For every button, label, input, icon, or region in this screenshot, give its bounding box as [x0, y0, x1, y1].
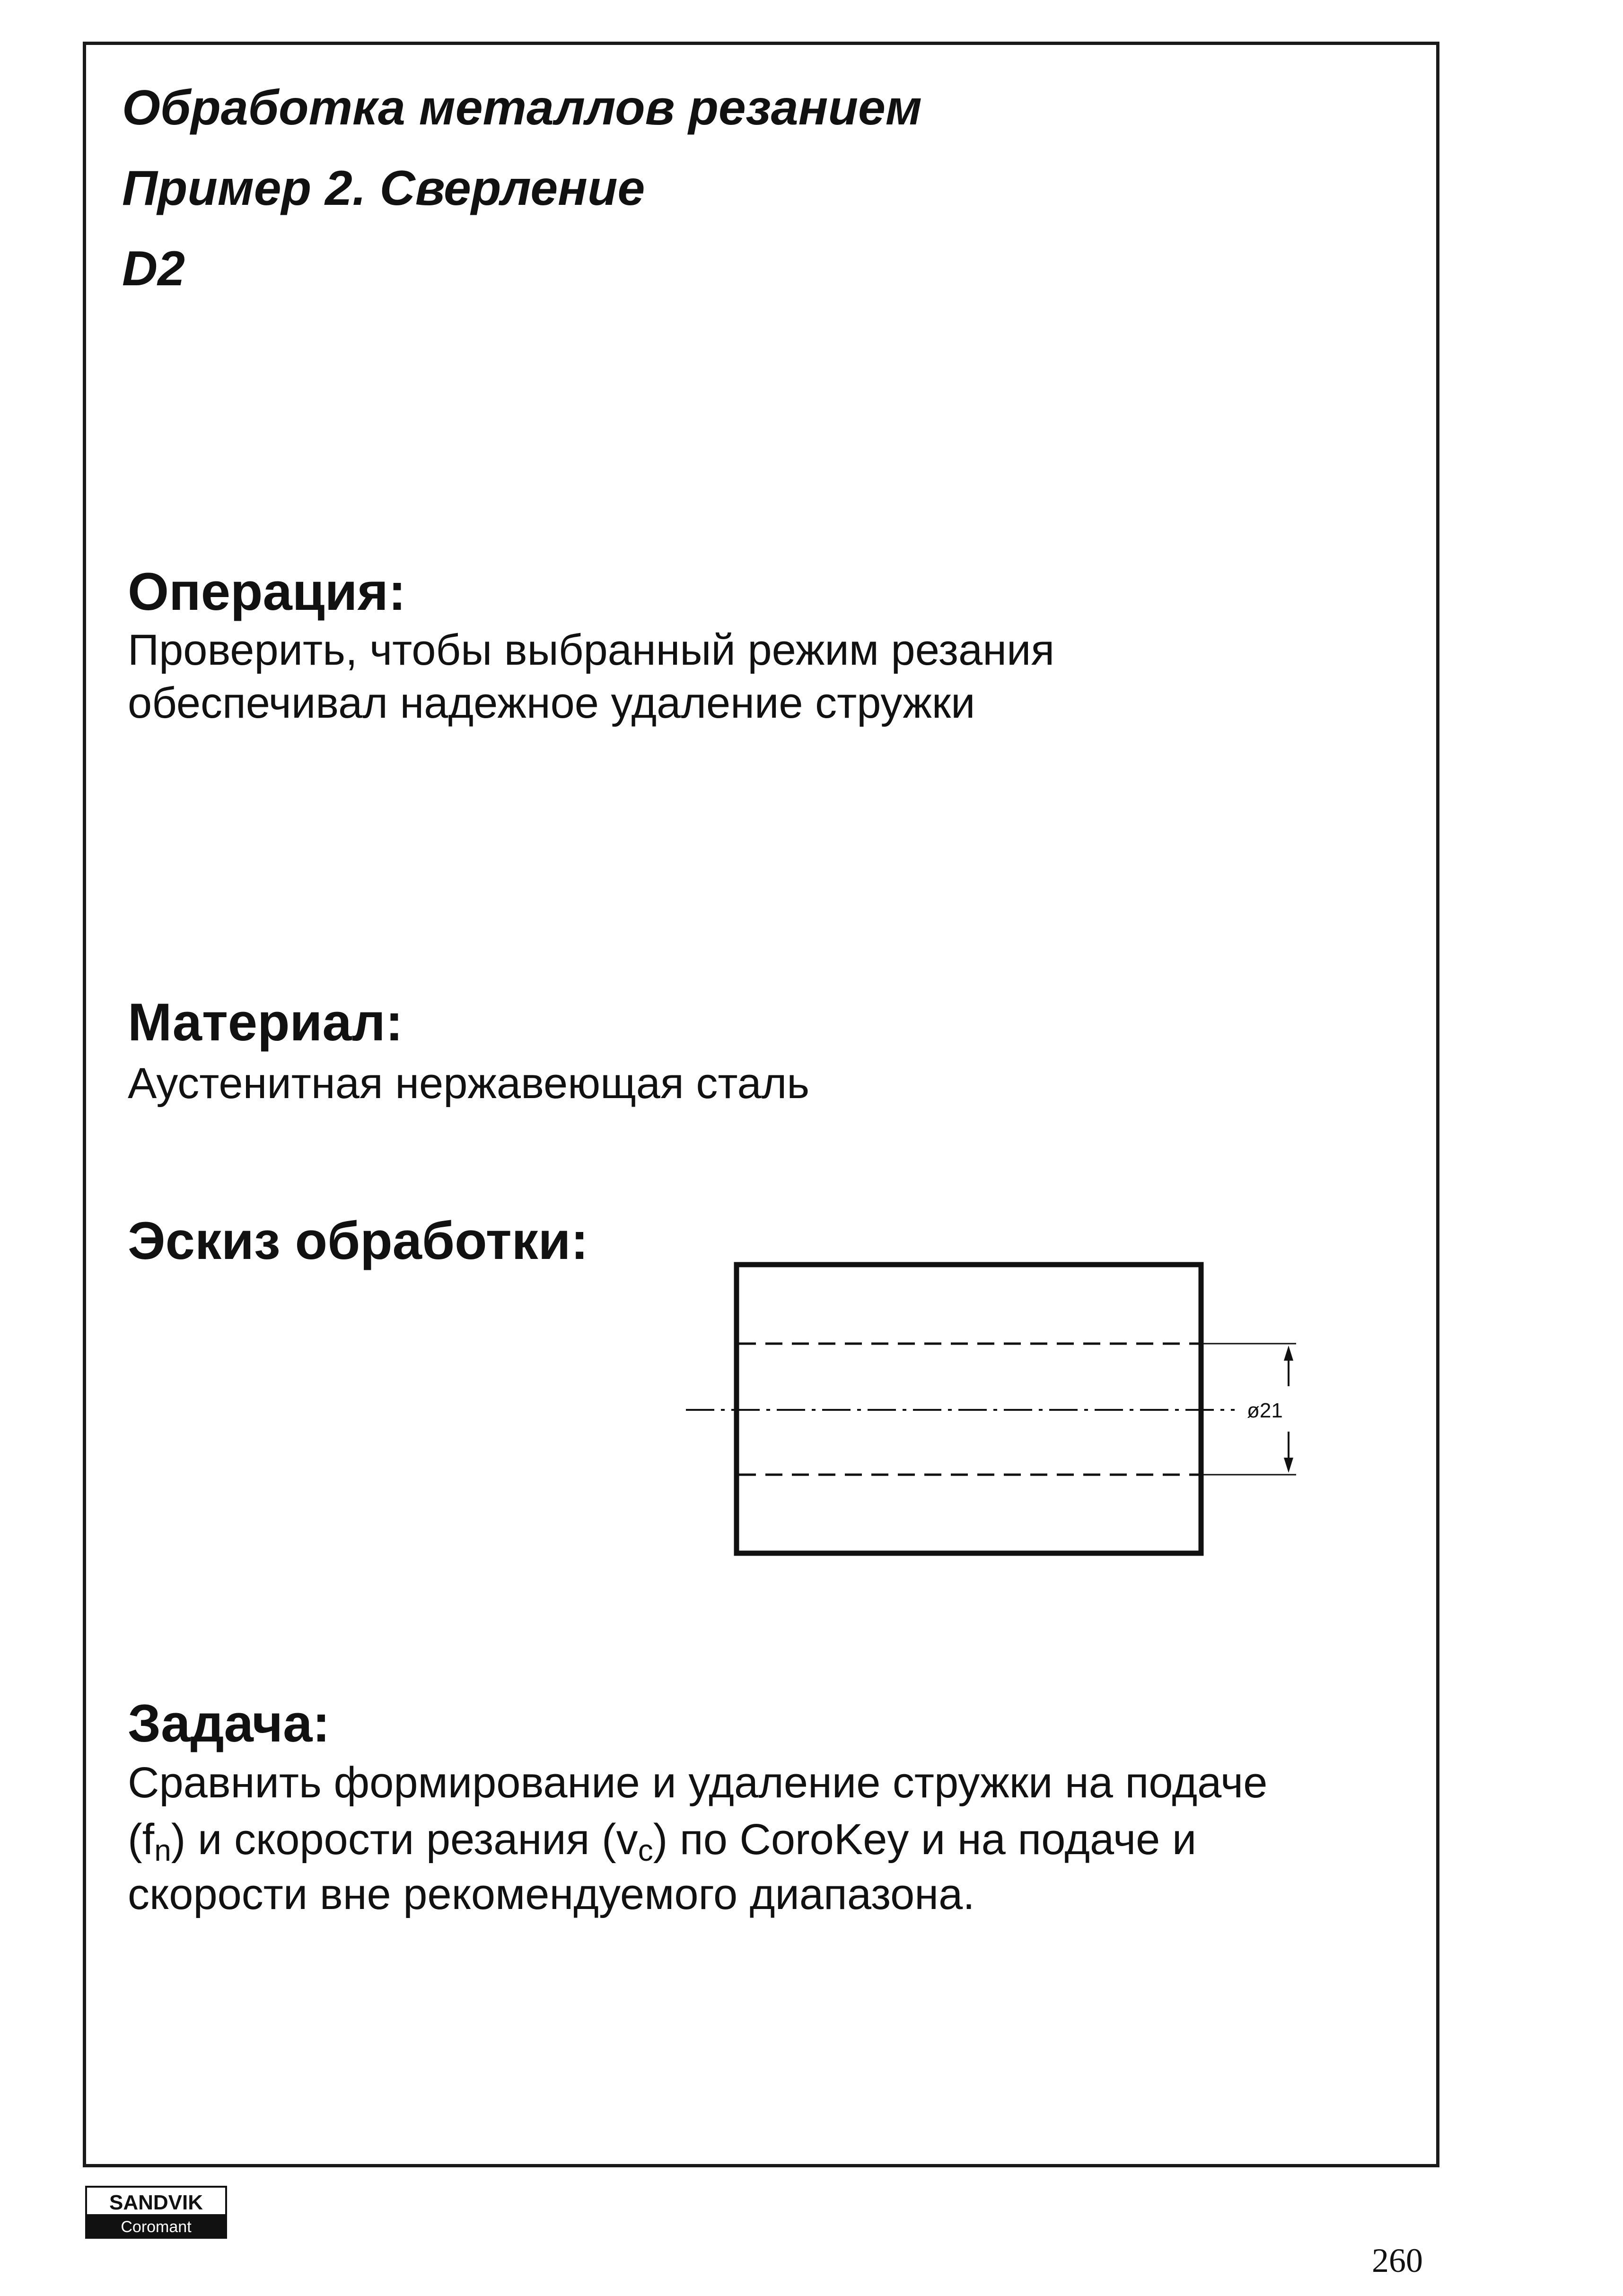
example-code: D2 — [122, 241, 185, 296]
task-heading: Задача: — [128, 1694, 330, 1753]
material-text: Аустенитная нержавеющая сталь — [128, 1059, 810, 1108]
page-number: 260 — [1372, 2242, 1423, 2279]
svg-text:SANDVIK: SANDVIK — [109, 2191, 203, 2214]
task-text-line-3: скорости вне рекомендуемого диапазона. — [128, 1870, 975, 1918]
diameter-label: ø21 — [1247, 1399, 1283, 1422]
task-text-line-2: $(f_n)$ и скорости резания $(v_c)$ по CoroKey и на подаче и — [128, 1815, 1197, 1867]
document-title: Обработка металлов резанием — [122, 80, 922, 135]
sketch-heading: Эскиз обработки: — [128, 1211, 588, 1270]
machining-sketch — [681, 1249, 1315, 1571]
sandvik-coromant-logo — [85, 2186, 227, 2239]
operation-text-line-2: обеспечивал надежное удаление стружки — [128, 679, 975, 727]
operation-text-line-1: Проверить, чтобы выбранный режим резания — [128, 626, 1055, 674]
svg-text:Coromant: Coromant — [121, 2218, 192, 2236]
example-title: Пример 2. Сверление — [122, 161, 645, 216]
dimension-arrow-top — [1284, 1346, 1293, 1361]
task-text-line-1: Сравнить формирование и удаление стружки на подаче — [128, 1759, 1268, 1807]
dimension-arrow-bottom — [1284, 1458, 1293, 1473]
material-heading: Материал: — [128, 993, 404, 1052]
operation-heading: Операция: — [128, 562, 406, 621]
